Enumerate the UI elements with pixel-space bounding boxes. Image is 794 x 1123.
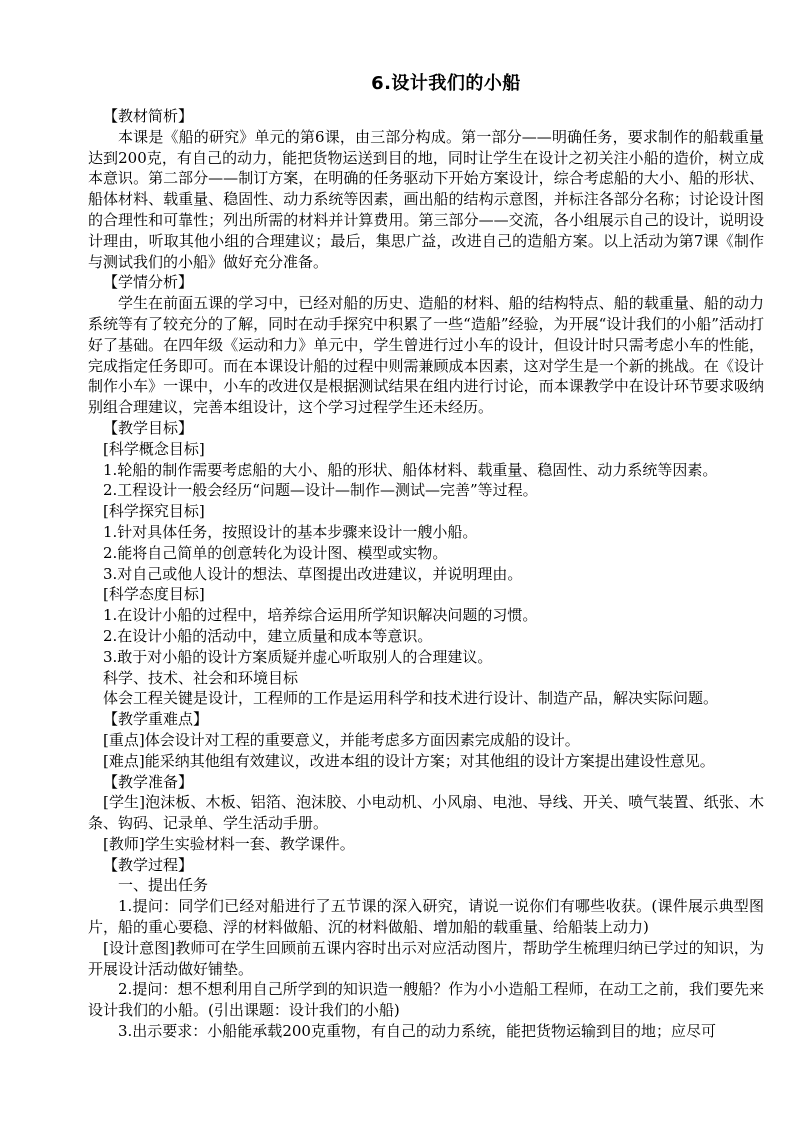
sts-goals-heading: 科学、技术、社会和环境目标: [103, 668, 299, 687]
key-point-text: [重点]体会设计对工程的重要意义，并能考虑多方面因素完成船的设计。: [103, 730, 580, 749]
section-heading-keypoints: 【教学重难点】: [103, 710, 209, 729]
concept-goal-item: 2.工程设计一般会经历“问题—设计—制作—测试—完善”等过程。: [103, 481, 538, 500]
section-heading-preparation: 【教学准备】: [103, 772, 194, 791]
page-title: 6.设计我们的小船: [371, 73, 521, 94]
textbook-analysis-paragraph: 本课是《船的研究》单元的第6课，由三部分构成。第一部分——明确任务，要求制作的船载重量达到200克，有自己的动力，能把货物运送到目的地，同时让学生在设计之初关注小船的造价，树立成本意识。第二部分——制订方案，在明确的任务驱动下开始方案设计，综合考虑船的大小、船的形状、船体材料、载重量、稳固性、动力系统等因素，画出船的结构示意图，并标注各部分名称；讨论设计图的合理性和可靠性；列出所需的材料并计算费用。第三部分——交流，各小组展示自己的设计，说明设计理由，听取其他小组的合理建议；最后，集思广益，改进自己的造船方案。以上活动为第7课《制作与测试我们的小船》做好充分准备。: [88, 127, 764, 271]
process-step-3: 3.出示要求：小船能承载200克重物，有自己的动力系统，能把货物运输到目的地；应尽可: [118, 1022, 716, 1041]
concept-goal-item: 1.轮船的制作需要考虑船的大小、船的形状、船体材料、载重量、稳固性、动力系统等因素。: [103, 460, 718, 479]
design-intent-text: [设计意图]教师可在学生回顾前五课内容时出示对应活动图片，帮助学生梳理归纳已学过的知识，为开展设计活动做好铺垫。: [88, 938, 764, 978]
teacher-materials-text: [教师]学生实验材料一套、教学课件。: [103, 834, 355, 853]
process-step-2: 2.提问：想不想利用自己所学到的知识造一艘船？作为小小造船工程师，在动工之前，我们要先来设计我们的小船。(引出课题：设计我们的小船): [88, 980, 764, 1020]
sts-goal-text: 体会工程关键是设计，工程师的工作是运用科学和技术进行设计、制造产品，解决实际问题。: [103, 689, 719, 708]
section-heading-student: 【学情分析】: [103, 273, 194, 292]
section-heading-goals: 【教学目标】: [103, 418, 194, 437]
attitude-goal-item: 3.敢于对小船的设计方案质疑并虚心听取别人的合理建议。: [103, 647, 493, 666]
attitude-goal-item: 1.在设计小船的过程中，培养综合运用所学知识解决问题的习惯。: [103, 606, 538, 625]
concept-goals-heading: [科学概念目标]: [103, 439, 205, 458]
section-heading-textbook: 【教材简析】: [103, 107, 194, 125]
inquiry-goal-item: 1.针对具体任务，按照设计的基本步骤来设计一艘小船。: [103, 522, 478, 541]
process-step-1: 1.提问：同学们已经对船进行了五节课的深入研究，请说一说你们有哪些收获。(课件展示典型图片，船的重心要稳、浮的材料做船、沉的材料做船、增加船的载重量、给船装上动力): [88, 897, 764, 937]
step-heading: 一、提出任务: [118, 876, 209, 895]
section-heading-process: 【教学过程】: [103, 855, 194, 874]
inquiry-goals-heading: [科学探究目标]: [103, 502, 205, 521]
inquiry-goal-item: 2.能将自己简单的创意转化为设计图、模型或实物。: [103, 543, 448, 562]
student-analysis-paragraph: 学生在前面五课的学习中，已经对船的历史、造船的材料、船的结构特点、船的载重量、船的动力系统等有了较充分的了解，同时在动手探究中积累了一些“造船”经验，为开展“设计我们的小船”活动打好了基础。在四年级《运动和力》单元中，学生曾进行过小车的设计，但设计时只需考虑小车的性能，完成指定任务即可。而在本课设计船的过程中则需兼顾成本因素，这对学生是一个新的挑战。在《设计制作小车》一课中，小车的改进仅是根据测试结果在组内进行讨论，而本课教学中在设计环节要求吸纳别组合理建议，完善本组设计，这个学习过程学生还未经历。: [88, 294, 764, 417]
inquiry-goal-item: 3.对自己或他人设计的想法、草图提出改进建议，并说明理由。: [103, 564, 523, 583]
student-materials-text: [学生]泡沫板、木板、铝箔、泡沫胶、小电动机、小风扇、电池、导线、开关、喷气装置、纸张、木条、钩码、记录单、学生活动手册。: [88, 793, 764, 833]
difficulty-text: [难点]能采纳其他组有效建议，改进本组的设计方案；对其他组的设计方案提出建设性意见。: [103, 751, 715, 770]
attitude-goals-heading: [科学态度目标]: [103, 585, 205, 604]
attitude-goal-item: 2.在设计小船的活动中，建立质量和成本等意识。: [103, 626, 433, 645]
